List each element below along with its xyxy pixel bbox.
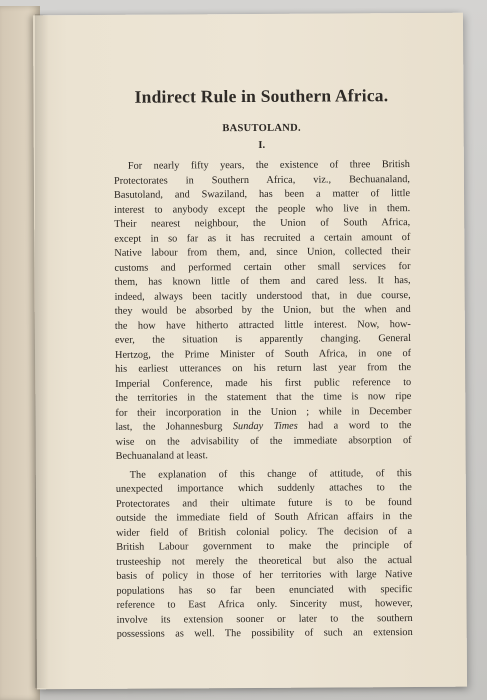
text-line: customs and performed certain other small services for bbox=[114, 260, 411, 274]
paragraph-1 bbox=[114, 158, 412, 464]
page-content bbox=[113, 85, 412, 642]
text-line: they would be absorbed by the Union, but the when and bbox=[114, 304, 411, 317]
text-line: Hertzog, the Prime Minister of South Africa, in one of bbox=[114, 347, 412, 361]
text-line: British Labour government to make the principle of bbox=[116, 540, 413, 553]
text-line: interest to anybody except the people who live in them. bbox=[114, 202, 411, 216]
text-line: unexpected importance which suddenly attaches to the bbox=[115, 482, 412, 495]
text-line: them, has known little of them and cared less. It has, bbox=[114, 275, 411, 288]
text-line: Protectorates in Southern Africa, viz., Bechuanaland, bbox=[113, 173, 410, 187]
text-line: The explanation of this change of attitude, of this bbox=[129, 467, 412, 481]
text-line: indeed, always been tacitly understood that, in due course, bbox=[114, 289, 411, 303]
text-line: populations has so far been enunciated with specific bbox=[116, 583, 413, 597]
text-segment: last, the Johannesburg bbox=[115, 421, 233, 433]
text-line: outside the immediate field of South African affairs in the bbox=[115, 511, 413, 524]
text-line: Basutoland, and Swaziland, has been a matter of little bbox=[114, 188, 411, 201]
document-page bbox=[33, 13, 467, 690]
text-line: wise on the advisability of the immediate absorption of bbox=[115, 434, 412, 448]
newspaper-name: Sunday Times bbox=[232, 420, 298, 433]
text-line: reference to East Africa only. Sincerity must, however, bbox=[116, 598, 413, 611]
page-title: Indirect Rule in Southern Africa. bbox=[134, 85, 389, 107]
section-numeral: I. bbox=[258, 139, 266, 151]
text-line: basis of policy in those of her territories with large Native bbox=[116, 569, 413, 582]
text-line-with-italic bbox=[115, 419, 411, 435]
text-line: involve its extension sooner or later to the southern bbox=[116, 612, 413, 626]
text-segment: had a word to the bbox=[297, 420, 412, 432]
text-line: trusteeship not merely the theoretical but also the actual bbox=[116, 554, 413, 568]
text-line: except in so far as it has recruited a certain amount of bbox=[114, 231, 411, 245]
text-line: Protectorates and their ultimate future is to be found bbox=[115, 496, 412, 510]
text-line: For nearly fifty years, the existence of three British bbox=[127, 159, 410, 172]
text-line: his earliest utterances on his return last year from the bbox=[115, 362, 412, 375]
text-line: Imperial Conference, made his first public reference to bbox=[115, 376, 412, 390]
section-heading: BASUTOLAND. bbox=[222, 122, 302, 135]
text-line: the territories in the statement that the time is now ripe bbox=[115, 391, 412, 404]
text-line: Bechuanaland at least. bbox=[115, 450, 209, 462]
text-line: Their nearest neighbour, the Union of South Africa, bbox=[114, 217, 411, 230]
text-line: for their incorporation in the Union ; while in December bbox=[115, 405, 412, 419]
text-line: the how have hitherto attracted little interest. Now, how- bbox=[114, 318, 411, 332]
paragraph-2 bbox=[116, 467, 413, 643]
text-line: wider field of British colonial policy. The decision of a bbox=[116, 525, 413, 539]
text-line: possessions as well. The possibility of such an extension bbox=[116, 627, 413, 640]
text-line: ever, the situation is apparently changing. General bbox=[114, 333, 411, 346]
text-line: Native labour from them, and, since Union, collected their bbox=[114, 246, 411, 259]
